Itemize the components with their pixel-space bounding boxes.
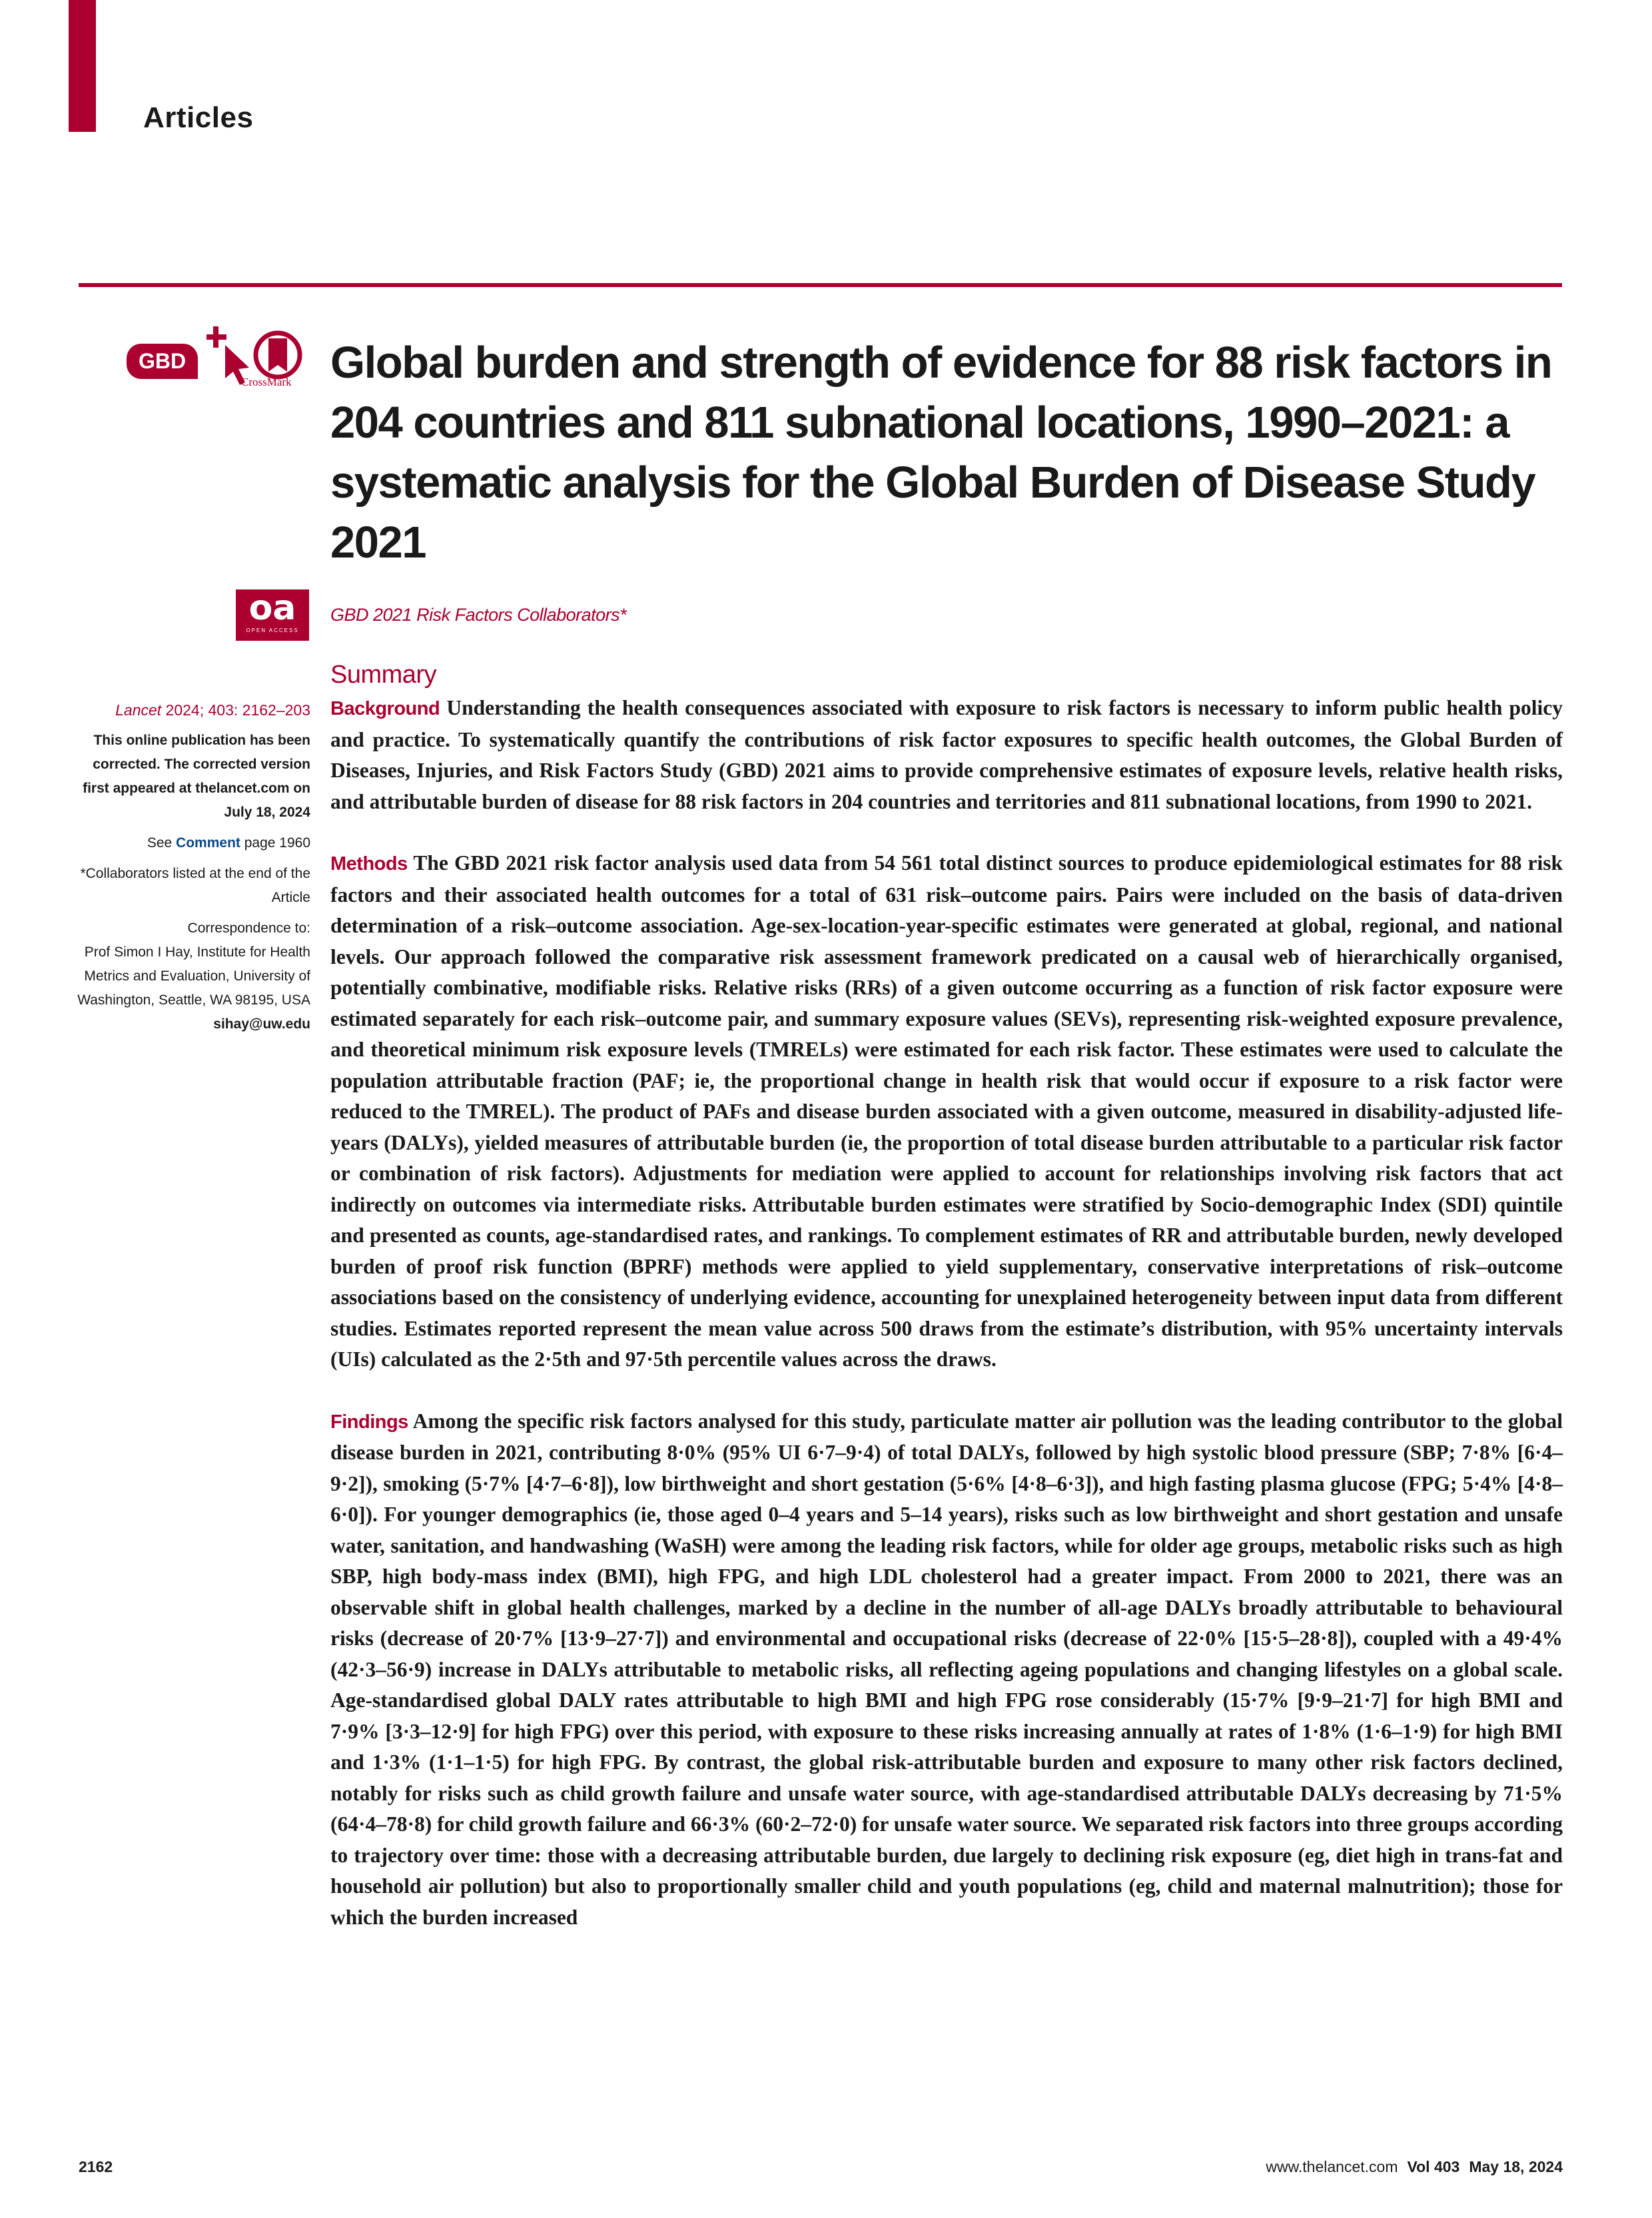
collaborators-note: *Collaborators listed at the end of the Article [80,866,310,905]
citation-details: 2024; 403: 2162–203 [161,701,310,719]
page-number: 2162 [79,2158,113,2175]
correspondence-email[interactable]: sihay@uw.edu [213,1016,310,1032]
crossmark-label: CrossMark [241,376,292,388]
findings-label: Findings [330,1411,408,1433]
correction-note: This online publication has been corrected. The corrected version first appeared at thelancet.com on July 18, 2024 [83,733,310,820]
sidebar-notes [73,698,310,1036]
findings-text: Among the specific risk factors analysed for this study, particulate matter air pollution was the leading contributor to the global disease burden in 2021, contributing 8·0% (95% UI 6·7–9·4) of total DALYs, followed by high systolic blood pressure (SBP; 7·8% [6·4–9·2]), smoking (5·7% [4·7–6·8]), low birthweight and short gestation (5·6% [4·8–6·3]), and high fasting plasma glucose (FPG; 5·4% [4·8–6·0]). For younger demographics (ie, those aged 0–4 years and 5–14 years), risks such as low birthweight and short gestation and unsafe water, sanitation, and handwashing (WaSH) were among the leading risk factors, while for older age groups, metabolic risks such as high SBP, high body-mass index (BMI), high FPG, and high LDL cholesterol had a greater impact. From 2000 to 2021, there was an observable shift in global health challenges, marked by a decline in the number of all-age DALYs broadly attributable to behavioural risks (decrease of 20·7% [13·9–27·7]) and environmental and occupational risks (decrease of 22·0% [15·5–28·8]), coupled with a 49·4% (42·3–56·9) increase in DALYs attributable to metabolic risks, all reflecting ageing populations and changing lifestyles on a global scale. Age-standardised global DALY rates attributable to high BMI and high FPG rose considerably (15·7% [9·9–21·7] for high BMI and 7·9% [3·3–12·9] for high FPG) over this period, with exposure to these risks increasing annually at rates of 1·8% (1·6–1·9) for high BMI and 1·3% (1·1–1·5) for high FPG. By contrast, the global risk-attributable burden and exposure to many other risk factors declined, notably for risks such as child growth failure and unsafe water source, with age-standardised attributable DALYs decreasing by 71·5% (64·4–78·8) for child growth failure and 66·3% (60·2–72·0) for unsafe water source. We separated risk factors into three groups according to trajectory over time: those with a decreasing attributable burden, due largely to declining risk exposure (eg, diet high in trans-fat and household air pollution) but also to proportionally smaller child and youth populations (eg, child and maternal malnutrition); those for which the burden increased [330,1409,1563,1929]
gbd-logo [127,344,198,379]
section-label: Articles [143,101,254,134]
header-divider [79,283,1562,287]
methods-label: Methods [330,853,408,875]
open-access-mark: oa [248,588,296,628]
background-text: Understanding the health consequences associated with exposure to risk factors is necessary to inform public health policy and practice. To systematically quantify the contributions of risk factor exposures to specific health outcomes, the Global Burden of Diseases, Injuries, and Risk Factors Study (GBD) 2021 aims to provide comprehensive estimates of exposure levels, relative health risks, and attributable burden of disease for 88 risk factors in 204 countries and territories and 811 subnational locations, from 1990 to 2021. [330,696,1563,813]
background-label: Background [330,698,440,719]
abstract-background [330,693,1563,817]
journal-website[interactable]: www.thelancet.com [1266,2158,1398,2175]
comment-link[interactable]: Comment [176,835,240,851]
summary-heading: Summary [330,661,437,689]
see-comment [73,831,310,855]
abstract-findings [330,1406,1563,1934]
see-prefix: See [147,835,177,851]
citation [73,698,310,722]
logo-group [127,320,320,400]
footer-info [1266,2158,1563,2176]
issue-date: May 18, 2024 [1469,2158,1563,2175]
abstract [330,693,1563,1964]
section-color-bar [69,0,96,132]
correspondence-label: Correspondence to: [187,921,310,936]
methods-text: The GBD 2021 risk factor analysis used data from 54 561 total distinct sources to produce epidemiological estimates for 88 risk factors and their associated health outcomes for a total of 631 risk–outcome pairs. Pairs were included on the basis of data-driven determination of a risk–outcome association. Age-sex-location-year-specific estimates were generated at global, regional, and national levels. Our approach followed the comparative risk assessment framework predicated on a causal web of hierarchically organised, potentially combinative, modifiable risks. Relative risks (RRs) of a given outcome occurring as a function of risk factor exposure were estimated separately for each risk–outcome pair, and summary exposure values (SEVs), representing risk-weighted exposure prevalence, and theoretical minimum risk exposure levels (TMRELs) were estimated for each risk factor. These estimates were used to calculate the population attributable fraction (PAF; ie, the proportional change in health risk that would occur if exposure to a risk factor were reduced to the TMREL). The product of PAFs and disease burden associated with a given outcome, measured in disability-adjusted life-years (DALYs), yielded measures of attributable burden (ie, the proportion of total disease burden attributable to a particular risk factor or combination of risk factors). Adjustments for mediation were applied to account for relationships involving risk factors that act indirectly on outcomes via intermediate risks. Attributable burden estimates were stratified by Socio-demographic Index (SDI) quintile and presented as counts, age-standardised rates, and rankings. To complement estimates of RR and attributable burden, newly developed burden of proof risk function (BPRF) methods were applied to yield supplementary, conservative interpretations of risk–outcome associations based on the consistency of underlying evidence, accounting for unexplained heterogeneity between input data from different studies. Estimates reported represent the mean value across 500 draws from the estimate’s distribution, with 95% uncertainty intervals (UIs) calculated as the 2·5th and 97·5th percentile values across the draws. [330,851,1563,1371]
open-access-badge [236,589,309,641]
author-line: GBD 2021 Risk Factors Collaborators* [330,605,627,625]
gbd-logo-text: GBD [138,349,187,373]
volume: Vol 403 [1407,2158,1460,2175]
article-title: Global burden and strength of evidence for 88 risk factors in 204 countries and 811 subnational locations, 1990–2021: a systematic analysis for the Global Burden of Disease Study 2021 [330,338,1552,567]
see-suffix: page 1960 [240,835,310,851]
abstract-methods [330,848,1563,1375]
open-access-text: OPEN ACCESS [246,627,299,633]
correspondence-address: Prof Simon I Hay, Institute for Health Metrics and Evaluation, University of Washington, Seattle, WA 98195, USA [77,944,310,1008]
journal-name: Lancet [115,701,162,719]
